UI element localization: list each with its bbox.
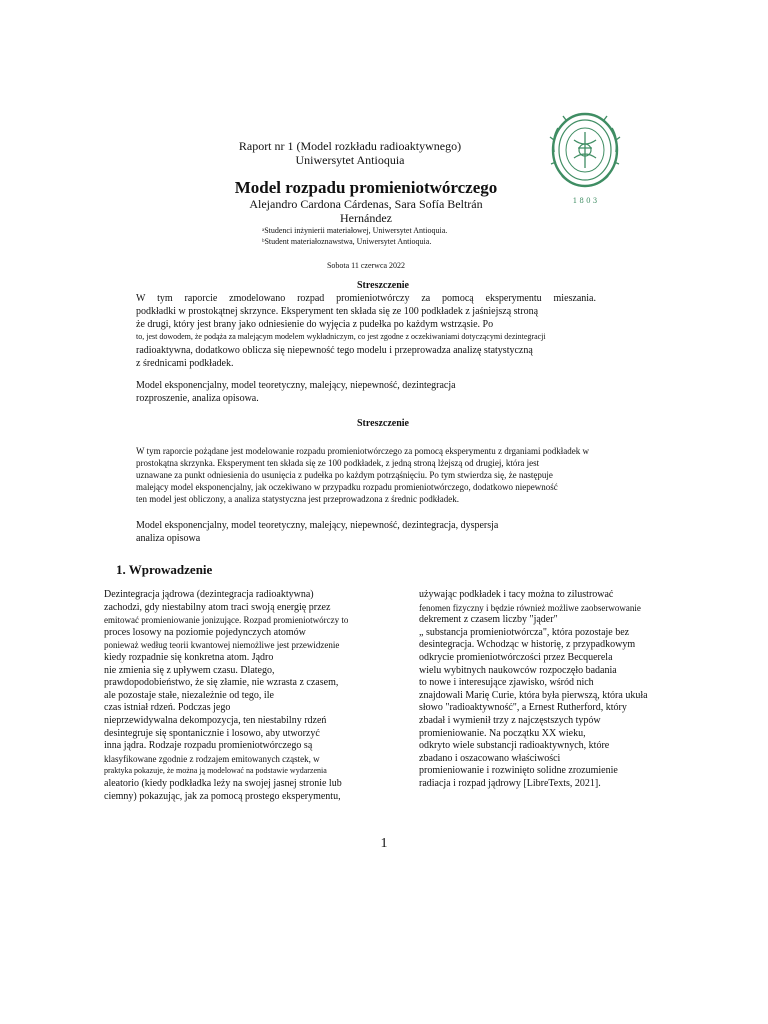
body-line: to nowe i interesujące zjawisko, wśród nich <box>419 677 594 689</box>
abstract-line: prostokątna skrzynka. Eksperyment ten składa się ze 100 podkładek, z jedną stroną lżejszą od drugiej, która jest <box>136 458 540 468</box>
abstract-line: ten model jest obliczony, a analiza statystyczna jest przeprowadzona z średnic podkładek. <box>136 494 460 504</box>
authors-line-2: Hernández <box>340 211 392 225</box>
body-line: odkrycie promieniotwórczości przez Becquerela <box>419 651 613 663</box>
abstract-line: to, jest dowodem, że podąża za malejącym modelem wykładniczym, co jest zgodne z oczekiwaniami dotyczącymi dezintegracji <box>136 332 546 341</box>
body-line: wielu wybitnych naukowców rozpoczęło badania <box>419 664 617 676</box>
section-heading: 1. Wprowadzenie <box>116 562 213 577</box>
body-line: używając podkładek i tacy można to zilustrować <box>419 589 614 600</box>
body-line: aleatorio (kiedy podkładka leży na swojej jasnej stronie lub <box>104 777 342 789</box>
body-line: czas istniał rdzeń. Podczas jego <box>104 702 231 714</box>
keywords-line: Model eksponencjalny, model teoretyczny, malejący, niepewność, dezintegracja, dyspersja <box>136 520 499 531</box>
body-line: Dezintegracja jądrowa (dezintegracja radioaktywna) <box>104 589 314 600</box>
abstract-line: z średnicami podkładek. <box>136 358 234 369</box>
abstract-line: W tym raporcie zmodelowano rozpad promieniotwórczy za pomocą eksperymentu mieszania. <box>136 293 596 304</box>
page-number: 1 <box>380 836 388 851</box>
body-line: ale pozostaje stałe, niezależnie od tego, ile <box>104 689 274 701</box>
abstract-line: że drugi, który jest brany jako odniesienie do wyjęcia z pudełka po każdym wstrząsie. Po <box>136 319 494 330</box>
body-line: ponieważ według teorii kwantowej niemożliwe jest przewidzenie <box>104 640 340 651</box>
university-name: Uniwersytet Antioquia <box>295 153 405 167</box>
abstract-line: radioaktywna, dodatkowo oblicza się niepewność tego modelu i przeprowadza analizę statystyczną <box>136 345 533 356</box>
body-line: odkryto wiele substancji radioaktywnych, które <box>419 740 610 752</box>
body-line: zbadano i oszacowano właściwości <box>419 752 561 764</box>
affiliation-a: ᵃStudenci inżynierii materiałowej, Uniwersytet Antioquia. <box>262 226 448 235</box>
body-line: znajdowali Marię Curie, która była pierwszą, która ukuła <box>419 689 648 701</box>
body-line: desintegruje się spontanicznie i losowo, aby utworzyć <box>104 727 320 739</box>
body-line: zachodzi, gdy niestabilny atom traci swoją energię przez <box>104 601 331 613</box>
body-line: prawdopodobieństwo, że się złamie, nie wzrasta z czasem, <box>104 677 339 689</box>
body-line: praktyka pokazuje, że można ją modelować na podstawie wydarzenia <box>104 766 327 776</box>
body-line: emitować promieniowanie jonizujące. Rozpad promieniotwórczy to <box>104 615 349 626</box>
publication-date: Sobota 11 czerwca 2022 <box>326 261 406 270</box>
body-line: proces losowy na poziomie pojedynczych atomów <box>104 626 306 638</box>
right-column <box>419 589 699 791</box>
abstract-line: uznawane za punkt odniesienia do usunięcia z pudełka po każdym potrząśnięciu. Po tym stwierdza się, że następuje <box>136 470 553 480</box>
body-line: radiacja i rozpad jądrowy [LibreTexts, 2021]. <box>419 777 601 789</box>
body-line: zbadał i wymienił trzy z najczęstszych typów <box>419 714 601 726</box>
body-line: klasyfikowane zgodnie z rodzajem emitowanych cząstek, w <box>104 753 320 764</box>
abstract-heading: Streszczenie <box>356 280 409 291</box>
affiliation-b: ᵇStudent materiałoznawstwa, Uniwersytet Antioquia. <box>262 237 432 246</box>
body-line: kiedy rozpadnie się konkretna atom. Jądro <box>104 651 274 663</box>
body-line: ciemny) pokazując, jak za pomocą prostego eksperymentu, <box>104 790 341 802</box>
body-line: słowo "radioaktywność", a Ernest Rutherford, który <box>419 702 627 714</box>
left-column <box>104 589 384 803</box>
keywords-line: rozproszenie, analiza opisowa. <box>136 393 259 404</box>
abstract-line: W tym raporcie pożądane jest modelowanie rozpadu promieniotwórczego za pomocą eksperymentu z drganiami podkładek w <box>136 446 590 456</box>
body-line: desintegracja. Wchodząc w historię, z przypadkowym <box>419 639 636 651</box>
body-line: „ substancja promieniotwórcza", która pozostaje bez <box>419 626 630 638</box>
abstract-line: malejący model eksponencjalny, jak oczekiwano w przypadku rozpadu promieniotwórczego, dodatkowo niepewność <box>136 482 558 492</box>
body-line: nieprzewidywalna dekompozycja, ten niestabilny rdzeń <box>104 714 327 726</box>
authors-line-1: Alejandro Cardona Cárdenas, Sara Sofía Beltrán <box>249 197 483 211</box>
report-line: Raport nr 1 (Model rozkładu radioaktywnego) <box>238 139 462 153</box>
seal-year: 1 8 0 3 <box>572 197 598 205</box>
body-line: promieniowanie. Na początku XX wieku, <box>419 727 586 739</box>
keywords-line: analiza opisowa <box>136 533 201 544</box>
paper-title: Model rozpadu promieniotwórczego <box>234 178 498 197</box>
body-line: promieniowanie i rozwinięto solidne zrozumienie <box>419 765 618 777</box>
keywords-line: Model eksponencjalny, model teoretyczny, malejący, niepewność, dezintegracja <box>136 380 456 391</box>
abstract-heading: Streszczenie <box>356 418 409 429</box>
body-line: fenomen fizyczny i będzie również możliwe zaobserwowanie <box>419 602 641 613</box>
abstract-line: podkładki w prostokątnej skrzynce. Eksperyment ten składa się ze 100 podkładek z jaśniejszą stroną <box>136 306 539 317</box>
body-line: dekrement z czasem liczby "jąder" <box>419 614 558 626</box>
body-line: inna jądra. Rodzaje rozpadu promieniotwórczego są <box>104 740 313 752</box>
body-line: nie zmienia się z upływem czasu. Dlatego, <box>104 664 275 676</box>
